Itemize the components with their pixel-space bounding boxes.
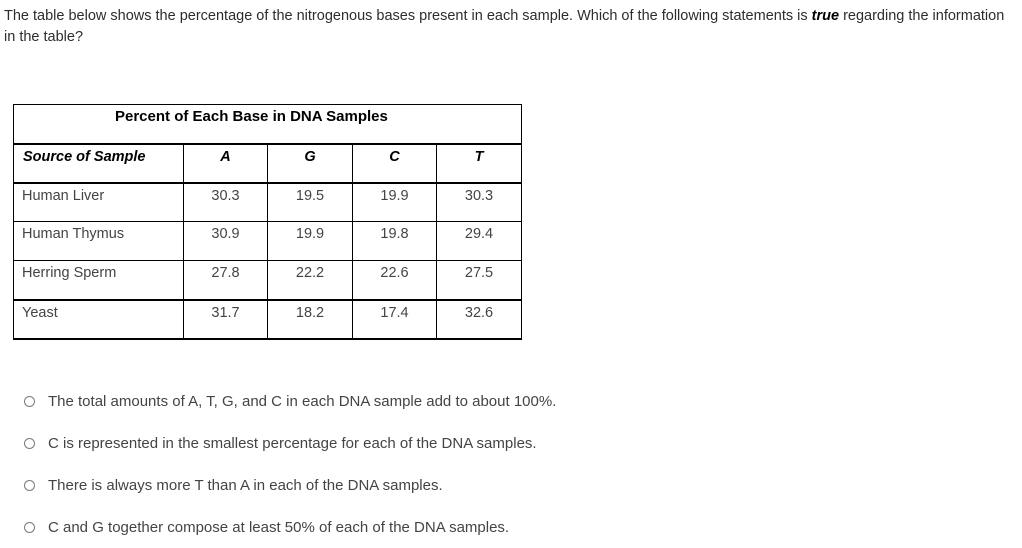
answer-option[interactable] xyxy=(24,380,556,422)
answer-options xyxy=(24,380,556,548)
header-c: C xyxy=(353,144,437,183)
row-value-a: 30.9 xyxy=(184,222,268,261)
row-value-a: 31.7 xyxy=(184,300,268,339)
question-text-before: The table below shows the percentage of the nitrogenous bases present in each sample. Which of the following statements is xyxy=(4,8,812,24)
row-value-t: 30.3 xyxy=(437,183,522,222)
header-a: A xyxy=(184,144,268,183)
question-prompt xyxy=(4,6,1018,48)
row-value-t: 32.6 xyxy=(437,300,522,339)
table-row xyxy=(14,300,522,339)
radio-button[interactable] xyxy=(24,396,35,407)
header-g: G xyxy=(268,144,353,183)
row-value-t: 29.4 xyxy=(437,222,522,261)
row-value-g: 19.9 xyxy=(268,222,353,261)
radio-button[interactable] xyxy=(24,438,35,449)
table-row xyxy=(14,183,522,222)
row-value-g: 22.2 xyxy=(268,261,353,300)
row-value-c: 17.4 xyxy=(353,300,437,339)
option-label: The total amounts of A, T, G, and C in each DNA sample add to about 100%. xyxy=(48,392,557,410)
table-header-row xyxy=(14,144,522,183)
row-source: Yeast xyxy=(14,300,184,339)
row-value-t: 27.5 xyxy=(437,261,522,300)
answer-option[interactable] xyxy=(24,506,556,548)
answer-option[interactable] xyxy=(24,464,556,506)
option-label: C and G together compose at least 50% of each of the DNA samples. xyxy=(48,518,510,536)
header-source: Source of Sample xyxy=(14,144,184,183)
row-value-c: 22.6 xyxy=(353,261,437,300)
question-emphasis: true xyxy=(811,8,840,24)
option-label: C is represented in the smallest percentage for each of the DNA samples. xyxy=(48,434,537,452)
row-source: Herring Sperm xyxy=(14,261,184,300)
row-value-a: 30.3 xyxy=(184,183,268,222)
row-value-a: 27.8 xyxy=(184,261,268,300)
row-value-c: 19.8 xyxy=(353,222,437,261)
header-t: T xyxy=(437,144,522,183)
radio-button[interactable] xyxy=(24,480,35,491)
table-row xyxy=(14,222,522,261)
row-source: Human Liver xyxy=(14,183,184,222)
row-value-c: 19.9 xyxy=(353,183,437,222)
radio-button[interactable] xyxy=(24,522,35,533)
option-label: There is always more T than A in each of the DNA samples. xyxy=(48,476,443,494)
question-text-after: regarding the information in the table? xyxy=(4,8,1005,45)
row-source: Human Thymus xyxy=(14,222,184,261)
table-title-row xyxy=(14,105,522,144)
row-value-g: 19.5 xyxy=(268,183,353,222)
row-value-g: 18.2 xyxy=(268,300,353,339)
dna-base-table xyxy=(13,104,522,340)
table-title: Percent of Each Base in DNA Samples xyxy=(14,105,522,144)
table-row xyxy=(14,261,522,300)
answer-option[interactable] xyxy=(24,422,556,464)
